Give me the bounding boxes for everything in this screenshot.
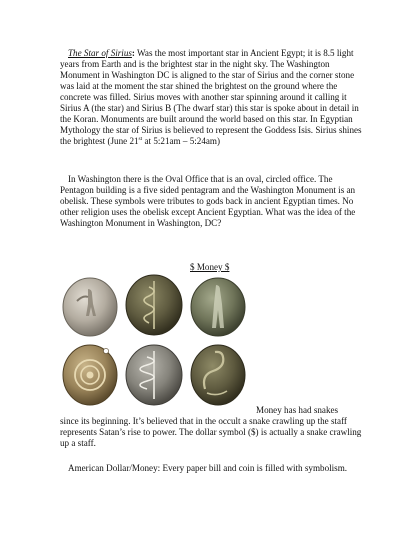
sirius-title: The Star of Sirius [68, 48, 132, 58]
sirius-paragraph [60, 48, 362, 147]
coin-standing-god [191, 278, 245, 336]
coin-staff-serpent [126, 275, 182, 335]
coin-serpent-creature [191, 345, 245, 405]
washington-paragraph: In Washington there is the Oval Office that is an oval, circled office. The Pentagon building is a five sided pentagram and the Washington Monument is an obelisk. These symbols were tributes to gods back in ancient Egyptian times. No other religion uses the obelisk except Ancient Egyptian. What was the idea of the Washington Monument in Washington, DC? [60, 174, 356, 228]
coin-coiled-serpent [63, 345, 117, 405]
snake-paragraph: since its beginning. It’s believed that in the occult a snake crawling up the staff represents Satan’s rise to power. The dollar symbol ($) is actually a snake crawling up a staff. [60, 416, 362, 448]
money-heading: $ Money $ [190, 262, 230, 272]
sirius-tail: at 5:21am – 5:24am) [142, 136, 221, 146]
sirius-body: Was the most important star in Ancient Egypt; it is 8.5 light years from Earth and is the brightest star in the night sky. The Washington Monument in Washington DC is aligned to the star of Sirius and the corner stone was laid at the moment the star shined the brightest on the ground where the concrete was filled. Sirius moves with another star spinning around it calling it Sirius A (the star) and Sirius B (The dwarf star) this star is spoke about in detail in the Koran. Monuments are built around the world based on this star. In Egyptian Mythology the star of Sirius is believed to represent the Goddess Isis. Sirius shines the brightest (June 21 [60, 48, 362, 146]
sirius-title-colon: : [131, 48, 135, 58]
date-superscript: st [138, 135, 143, 142]
coin-snake-and-staff [126, 345, 182, 405]
coin-caption: Money has had snakes [256, 405, 339, 415]
dollar-paragraph: American Dollar/Money: Every paper bill and coin is filled with symbolism. [68, 463, 348, 473]
ancient-coins-image [59, 271, 249, 413]
coin-standing-figure [63, 278, 117, 336]
